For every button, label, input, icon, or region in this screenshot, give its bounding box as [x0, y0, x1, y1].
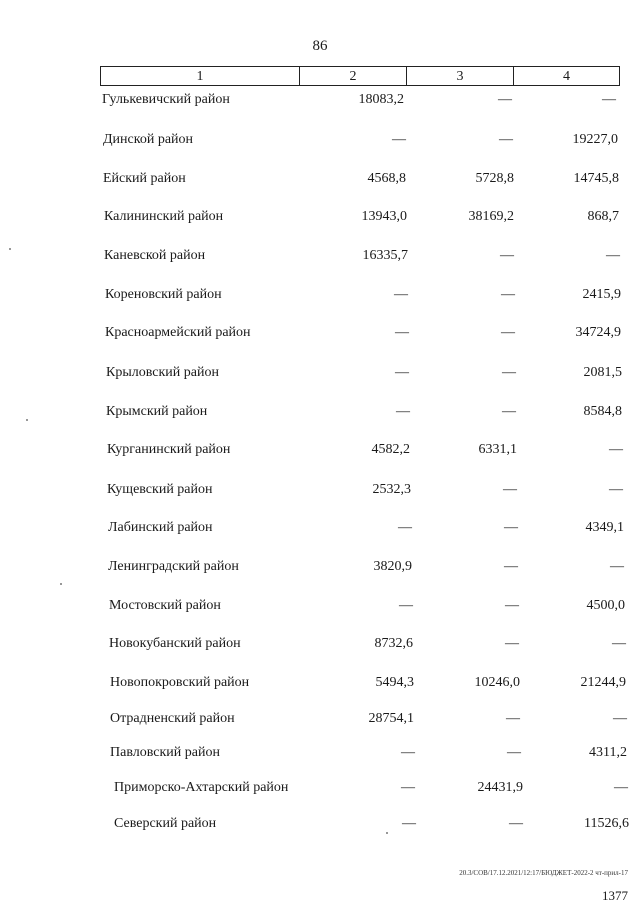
table-row [0, 402, 640, 422]
value-col4: 21244,9 [580, 675, 626, 690]
scan-speck [26, 419, 28, 421]
district-name: Калининский район [104, 209, 224, 224]
header-cell-4: 4 [563, 69, 570, 84]
district-name: Динской район [103, 132, 194, 147]
value-col4: — [612, 636, 626, 651]
value-col2: 2532,3 [372, 482, 411, 497]
value-col2: — [396, 404, 410, 419]
district-name: Красноармейский район [105, 325, 251, 340]
value-col4: 4349,1 [585, 520, 624, 535]
value-col2: 3820,9 [373, 559, 412, 574]
value-col2: — [392, 132, 406, 147]
table-header [100, 66, 620, 86]
table-row [0, 363, 640, 383]
district-name: Новопокровский район [110, 675, 250, 690]
district-name: Ейский район [103, 171, 186, 186]
table-row [0, 207, 640, 227]
table-row [0, 743, 640, 763]
district-name: Каневской район [104, 248, 206, 263]
value-col3: — [505, 598, 519, 613]
value-col4: — [609, 482, 623, 497]
district-name: Ленинградский район [108, 559, 239, 574]
value-col2: — [402, 816, 416, 831]
header-cell-1: 1 [196, 69, 204, 84]
table-row [0, 557, 640, 577]
value-col2: 18083,2 [358, 92, 404, 107]
value-col3: 10246,0 [474, 675, 520, 690]
district-name: Курганинский район [107, 442, 231, 457]
document-code: 20.3/СОВ/17.12.2021/12:17/БЮДЖЕТ-2022-2 чт-прил-17 [459, 869, 628, 877]
value-col4: — [602, 92, 616, 107]
value-col2: — [399, 598, 413, 613]
value-col4: — [610, 559, 624, 574]
value-col4: 14745,8 [573, 171, 619, 186]
table-row [0, 596, 640, 616]
value-col4: 34724,9 [575, 325, 621, 340]
header-cell-2: 2 [349, 69, 357, 84]
value-col2: — [395, 325, 409, 340]
district-name: Приморско-Ахтарский район [114, 780, 289, 795]
table-row [0, 130, 640, 150]
value-col3: — [501, 325, 515, 340]
sheet-number: 1377 [602, 888, 628, 903]
value-col4: 2081,5 [583, 365, 622, 380]
table-row [0, 518, 640, 538]
district-name: Кореновский район [105, 287, 222, 302]
value-col4: 11526,6 [584, 816, 629, 831]
table-row [0, 169, 640, 189]
value-col2: — [398, 520, 412, 535]
value-col3: — [500, 248, 514, 263]
table-row [0, 814, 640, 834]
value-col2: 16335,7 [362, 248, 408, 263]
value-col4: 4500,0 [586, 598, 625, 613]
district-name: Павловский район [110, 745, 220, 760]
page-number: 86 [312, 38, 328, 54]
district-name: Отрадненский район [110, 711, 235, 726]
value-col4: 868,7 [587, 209, 619, 224]
value-col4: — [613, 711, 627, 726]
value-col3: — [502, 365, 516, 380]
value-col2: 4568,8 [367, 171, 406, 186]
district-name: Лабинский район [108, 520, 213, 535]
table-row [0, 440, 640, 460]
table-row [0, 709, 640, 729]
value-col4: 19227,0 [572, 132, 618, 147]
table-row [0, 480, 640, 500]
district-name: Мостовский район [109, 598, 221, 613]
value-col4: — [614, 780, 628, 795]
district-name: Северский район [114, 816, 217, 831]
value-col3: 6331,1 [478, 442, 517, 457]
table-row [0, 285, 640, 305]
table-row [0, 634, 640, 654]
value-col3: 5728,8 [475, 171, 514, 186]
district-name: Крымский район [106, 404, 208, 419]
value-col2: 5494,3 [375, 675, 414, 690]
table-row [0, 673, 640, 693]
scan-speck [9, 248, 11, 250]
value-col2: — [401, 780, 415, 795]
table-row [0, 323, 640, 343]
table-row [0, 90, 640, 110]
district-name: Крыловский район [106, 365, 219, 380]
value-col3: — [507, 745, 521, 760]
value-col3: 38169,2 [468, 209, 514, 224]
scan-speck [60, 583, 62, 585]
district-name: Новокубанский район [109, 636, 241, 651]
value-col2: 13943,0 [361, 209, 407, 224]
value-col3: — [509, 816, 523, 831]
value-col3: — [498, 92, 512, 107]
district-name: Кущевский район [107, 482, 213, 497]
value-col3: — [501, 287, 515, 302]
value-col3: — [506, 711, 520, 726]
value-col3: — [504, 520, 518, 535]
value-col4: — [609, 442, 623, 457]
value-col4: 8584,8 [583, 404, 622, 419]
value-col3: 24431,9 [477, 780, 523, 795]
value-col3: — [504, 559, 518, 574]
value-col2: — [401, 745, 415, 760]
value-col4: 4311,2 [589, 745, 627, 760]
value-col2: 28754,1 [368, 711, 414, 726]
value-col2: 8732,6 [374, 636, 413, 651]
table-row [0, 778, 640, 798]
value-col4: — [606, 248, 620, 263]
value-col3: — [502, 404, 516, 419]
value-col4: 2415,9 [582, 287, 621, 302]
scan-speck [386, 832, 388, 834]
value-col2: — [394, 287, 408, 302]
value-col2: 4582,2 [371, 442, 410, 457]
value-col3: — [503, 482, 517, 497]
district-name: Гулькевичский район [102, 92, 230, 107]
value-col3: — [499, 132, 513, 147]
table-row [0, 246, 640, 266]
header-cell-3: 3 [456, 69, 464, 84]
value-col3: — [505, 636, 519, 651]
value-col2: — [395, 365, 409, 380]
